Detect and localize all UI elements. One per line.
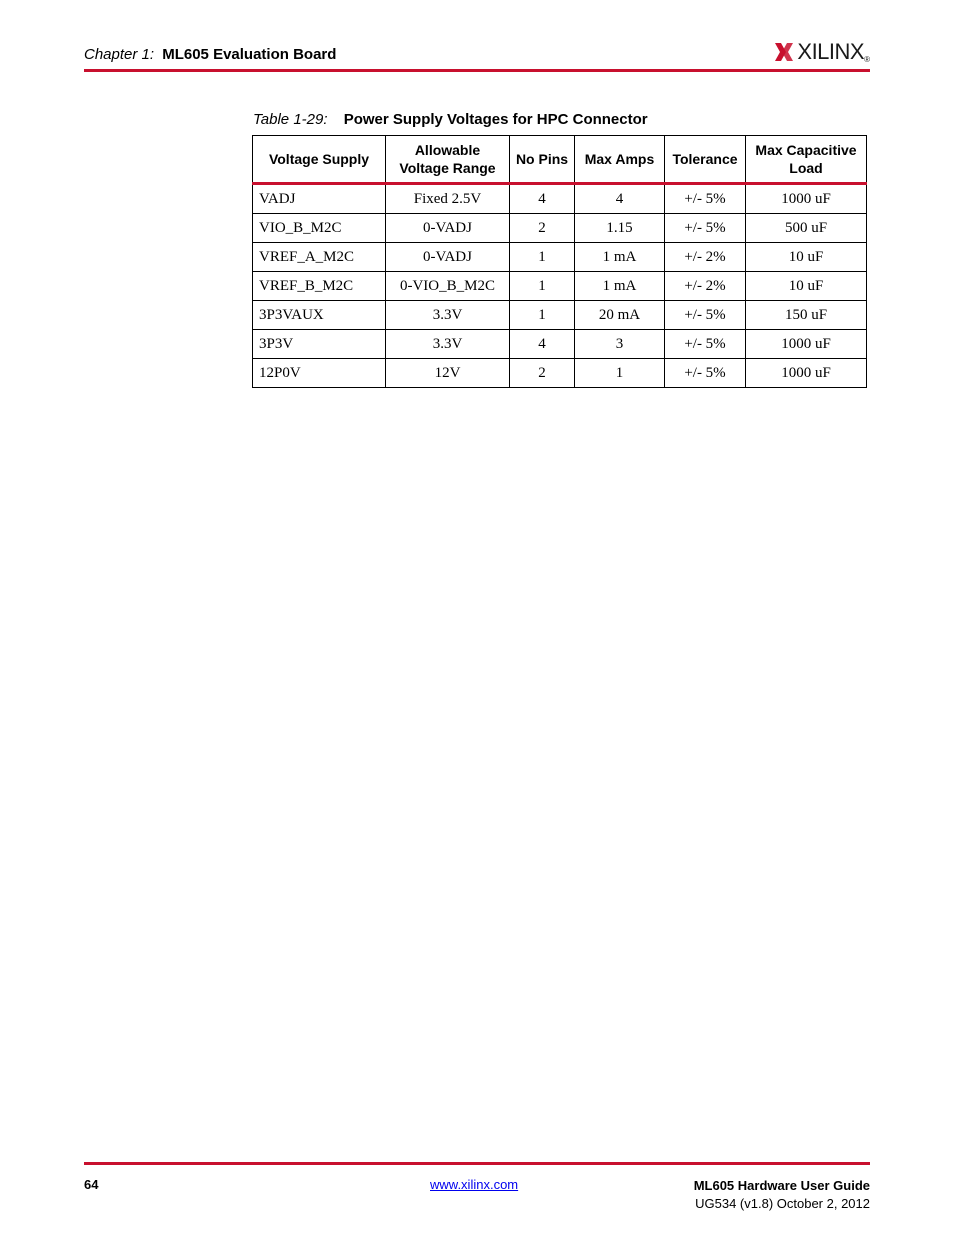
table-title: Power Supply Voltages for HPC Connector xyxy=(343,111,648,128)
table-cell: 4 xyxy=(510,330,575,359)
column-header: Tolerance xyxy=(665,136,746,184)
table-number: Table 1-29: xyxy=(253,111,328,128)
table-cell: VADJ xyxy=(253,184,386,214)
table-cell: 3P3VAUX xyxy=(253,301,386,330)
table-cell: 20 mA xyxy=(575,301,665,330)
table-cell: +/- 5% xyxy=(665,330,746,359)
doc-version: UG534 (v1.8) October 2, 2012 xyxy=(695,1196,870,1211)
footer-doc-info xyxy=(694,1177,870,1213)
page-header xyxy=(84,39,870,70)
table-row xyxy=(253,272,867,301)
table-cell: 3.3V xyxy=(386,330,510,359)
table-caption xyxy=(253,111,648,128)
table-row xyxy=(253,243,867,272)
table-row xyxy=(253,214,867,243)
table-cell: 4 xyxy=(575,184,665,214)
table-cell: 1.15 xyxy=(575,214,665,243)
xilinx-x-icon xyxy=(774,42,794,62)
column-header: Max Amps xyxy=(575,136,665,184)
table-cell: 0-VADJ xyxy=(386,243,510,272)
table-cell: 1 mA xyxy=(575,272,665,301)
running-header xyxy=(84,46,336,63)
chapter-title: ML605 Evaluation Board xyxy=(162,46,337,63)
header-rule xyxy=(84,69,870,72)
guide-title: ML605 Hardware User Guide xyxy=(693,1178,870,1193)
table-cell: 2 xyxy=(510,214,575,243)
column-header: Max Capacitive Load xyxy=(746,136,867,184)
page-number: 64 xyxy=(84,1177,99,1192)
table-cell: 2 xyxy=(510,359,575,388)
table-row xyxy=(253,184,867,214)
table-cell: 1 xyxy=(510,272,575,301)
chapter-label: Chapter 1: xyxy=(84,46,155,63)
table-cell: 3P3V xyxy=(253,330,386,359)
table-row xyxy=(253,359,867,388)
logo-wordmark: XILINX xyxy=(797,39,865,64)
table-cell: VREF_A_M2C xyxy=(253,243,386,272)
table-cell: 12V xyxy=(386,359,510,388)
table-cell: VREF_B_M2C xyxy=(253,272,386,301)
table-cell: 150 uF xyxy=(746,301,867,330)
table-cell: +/- 2% xyxy=(665,272,746,301)
column-header: Allowable Voltage Range xyxy=(386,136,510,184)
table-cell: 0-VADJ xyxy=(386,214,510,243)
table-cell: 1 mA xyxy=(575,243,665,272)
table-cell: 1 xyxy=(510,243,575,272)
table-cell: 3 xyxy=(575,330,665,359)
table-header-row xyxy=(253,136,867,184)
table-cell: 4 xyxy=(510,184,575,214)
table-cell: 1000 uF xyxy=(746,184,867,214)
table-cell: +/- 5% xyxy=(665,359,746,388)
table-cell: 12P0V xyxy=(253,359,386,388)
table-cell: 1 xyxy=(510,301,575,330)
table-cell: +/- 5% xyxy=(665,214,746,243)
footer-rule xyxy=(84,1162,870,1165)
table-row xyxy=(253,301,867,330)
table-row xyxy=(253,330,867,359)
table-cell: 1000 uF xyxy=(746,359,867,388)
table-cell: 1000 uF xyxy=(746,330,867,359)
table-cell: 0-VIO_B_M2C xyxy=(386,272,510,301)
logo-registered-mark: ® xyxy=(864,54,870,64)
table-cell: VIO_B_M2C xyxy=(253,214,386,243)
table-cell: 1 xyxy=(575,359,665,388)
table-cell: +/- 5% xyxy=(665,184,746,214)
table-cell: 10 uF xyxy=(746,243,867,272)
table-cell: Fixed 2.5V xyxy=(386,184,510,214)
table-cell: +/- 2% xyxy=(665,243,746,272)
column-header: Voltage Supply xyxy=(253,136,386,184)
xilinx-logo xyxy=(774,40,870,64)
table-cell: 500 uF xyxy=(746,214,867,243)
power-supply-table xyxy=(252,135,867,388)
table-cell: 10 uF xyxy=(746,272,867,301)
table-cell: 3.3V xyxy=(386,301,510,330)
xilinx-website-link[interactable]: www.xilinx.com xyxy=(430,1177,519,1192)
table-cell: +/- 5% xyxy=(665,301,746,330)
column-header: No Pins xyxy=(510,136,575,184)
